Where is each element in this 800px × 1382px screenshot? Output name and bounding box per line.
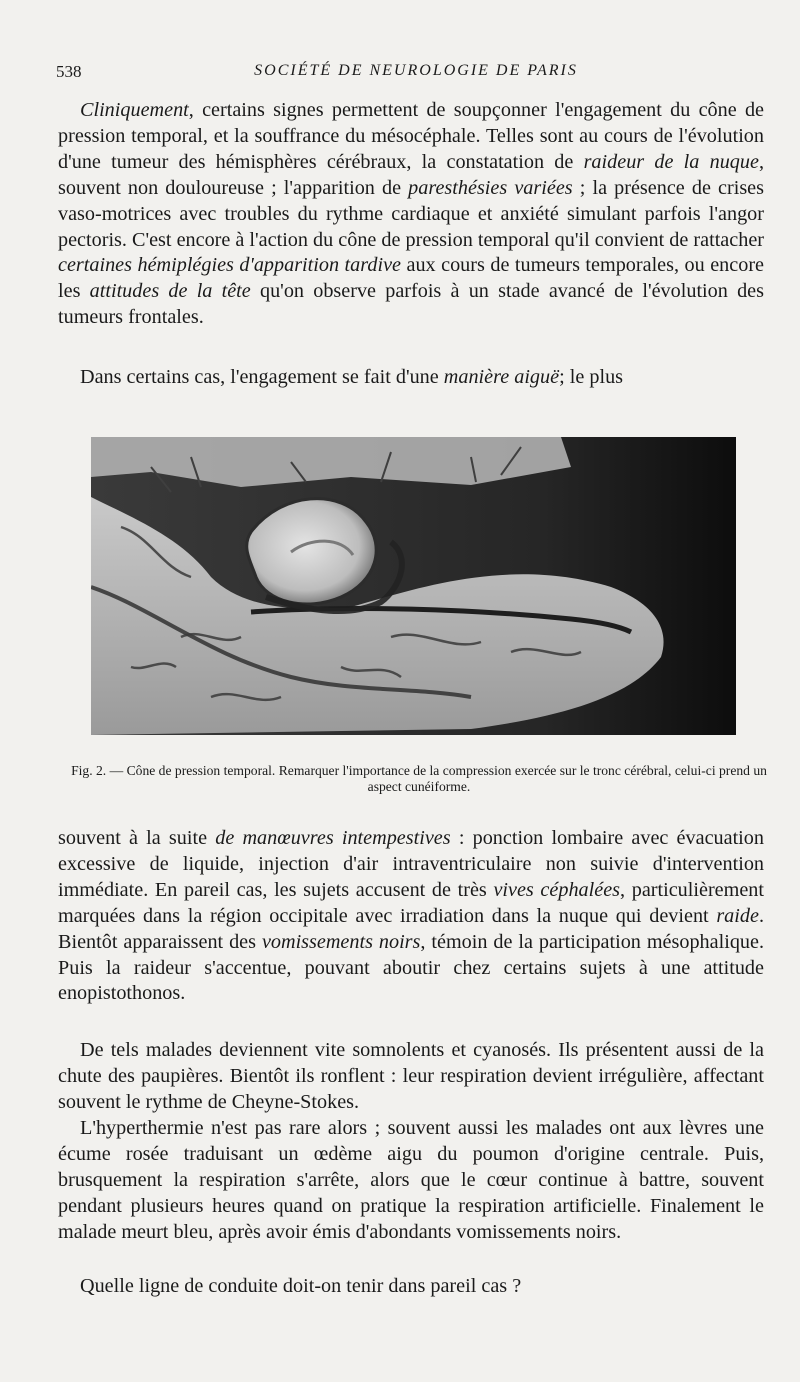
- paragraph-acute-intro: [58, 365, 764, 391]
- page-number: 538: [56, 62, 82, 81]
- figure-brain-photograph: [91, 437, 736, 735]
- emphasis: de manœuvres intempestives: [215, 827, 451, 849]
- figure-caption: [58, 763, 780, 795]
- paragraph-hyperthermia: L'hyperthermie n'est pas rare alors ; souvent aussi les malades ont aux lèvres une écume rosée traduisant un œdème aigu du poumon d'origine centrale. Puis, brusquement la respiration s'arrête, alors que le cœur continue à battre, souvent pendant plusieurs heures quand on pratique la respiration artificielle. Finalement le malade meurt bleu, après avoir émis d'abondants vomissements noirs.: [58, 1117, 764, 1243]
- paragraph-acute-symptoms: [58, 826, 764, 1007]
- running-head: SOCIÉTÉ DE NEUROLOGIE DE PARIS: [254, 62, 578, 79]
- text: , souvent non douloureuse ; l'apparition de: [58, 150, 764, 199]
- emphasis: raideur de la nuque: [583, 150, 759, 173]
- figure-caption-text: — Cône de pression temporal. Remarquer l'importance de la compression exercée sur le tronc cérébral, celui-ci prend un aspect cunéiforme.: [106, 763, 767, 794]
- text: Dans certains cas, l'engagement se fait d'une: [80, 366, 444, 388]
- emphasis: manière aiguë: [443, 366, 560, 388]
- text: , certains signes permettent de soupçonner l'engagement du cône de pression temporal, et la souffrance du mésocéphale. Telles sont au cours de l'évolution d'une tumeur des hémisphères cérébraux, la constatation de: [58, 99, 764, 173]
- emphasis: vives céphalées: [493, 878, 621, 901]
- paragraph-question: Quelle ligne de conduite doit-on tenir dans pareil cas ?: [80, 1275, 522, 1297]
- emphasis: attitudes de la tête: [89, 280, 251, 303]
- page-header: [56, 62, 776, 86]
- emphasis: certaines hémiplégies d'apparition tardive: [58, 254, 401, 277]
- text: ; le plus: [559, 366, 624, 388]
- text: ; la présence de crises vaso-motrices avec troubles du rythme cardiaque et anxiété simulant parfois l'angor pectoris. C'est encore à l'action du cône de pression temporal qu'il convient de rattacher: [58, 176, 765, 251]
- text: , particulièrement marquées dans la région occipitale avec irradiation dans la nuque qui devient: [58, 878, 765, 927]
- emphasis: raide: [716, 904, 759, 927]
- text: souvent à la suite: [58, 827, 216, 849]
- text: qu'on observe parfois à un stade avancé de l'évolution des tumeurs frontales.: [58, 280, 764, 329]
- text: : ponction lombaire avec évacuation excessive de liquide, injection d'air intraventriculaire non suivie d'intervention immédiate. En pareil cas, les sujets accusent de très: [58, 827, 764, 901]
- emphasis: vomissements noirs: [261, 930, 421, 953]
- text: , témoin de la participation mésophalique. Puis la raideur s'accentue, pouvant aboutir chez certains sujets à une attitude enopistothonos.: [58, 930, 765, 1005]
- paragraph-somnolence: De tels malades deviennent vite somnolents et cyanosés. Ils présentent aussi de la chute des paupières. Bientôt ils ronflent : leur respiration devient irrégulière, affectant souvent le rythme de Cheyne-Stokes.: [58, 1039, 764, 1113]
- text: . Bientôt apparaissent des: [58, 904, 764, 953]
- paragraph-clinical-signs: [58, 98, 764, 331]
- brain-photo-illustration: [91, 437, 736, 735]
- emphasis: Cliniquement: [80, 99, 189, 121]
- text: aux cours de tumeurs temporales, ou encore les: [58, 254, 765, 303]
- emphasis: paresthésies variées: [408, 176, 573, 199]
- figure-label: Fig. 2.: [71, 763, 107, 778]
